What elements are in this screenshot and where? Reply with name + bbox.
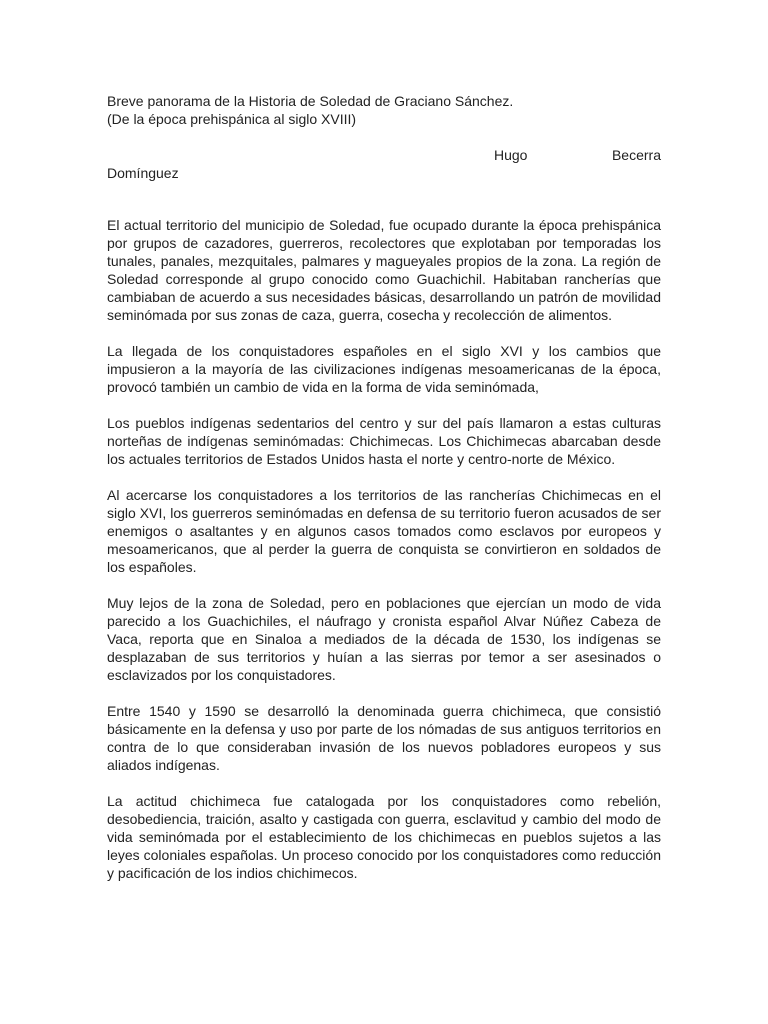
author-last-name: Domínguez: [107, 165, 179, 181]
paragraph-7: La actitud chichimeca fue catalogada por los conquistadores como rebelión, desobediencia, traición, asalto y castigada con guerra, esclavitud y cambio del modo de vida seminómada por el establecimiento de los chichimecas en pueblos sujetos a las leyes coloniales españolas. Un proceso conocido por los conquistadores como reducción y pacificación de los indios chichimecos.: [107, 793, 661, 881]
title-line-1: Breve panorama de la Historia de Soledad de Graciano Sánchez.: [107, 93, 514, 109]
author-middle-name: Becerra: [611, 147, 661, 163]
author-byline: [107, 146, 661, 182]
document-title: [107, 92, 661, 128]
paragraph-4: Al acercarse los conquistadores a los territorios de las rancherías Chichimecas en el siglo XVI, los guerreros seminómadas en defensa de su territorio fueron acusados de ser enemigos o asaltantes y en algunos casos tomados como esclavos por europeos y mesoamericanos, que al perder la guerra de conquista se convirtieron en soldados de los españoles.: [107, 487, 661, 575]
author-first-name: Hugo: [494, 147, 528, 163]
document-body: [107, 216, 661, 900]
paragraph-1: El actual territorio del municipio de Soledad, fue ocupado durante la época prehispánica por grupos de cazadores, guerreros, recolectores que explotaban por temporadas los tunales, panales, mezquitales, palmares y magueyales propios de la zona. La región de Soledad corresponde al grupo conocido como Guachichil. Habitaban rancherías que cambiaban de acuerdo a sus necesidades básicas, desarrollando un patrón de movilidad seminómada por sus zonas de caza, guerra, cosecha y recolección de alimentos.: [107, 217, 661, 323]
paragraph-2: La llegada de los conquistadores españoles en el siglo XVI y los cambios que impusieron a la mayoría de las civilizaciones indígenas mesoamericanas de la época, provocó también un cambio de vida en la forma de vida seminómada,: [107, 343, 661, 395]
title-line-2: (De la época prehispánica al siglo XVIII): [107, 111, 357, 127]
paragraph-5: Muy lejos de la zona de Soledad, pero en poblaciones que ejercían un modo de vida parecido a los Guachichiles, el náufrago y cronista español Alvar Núñez Cabeza de Vaca, reporta que en Sinaloa a mediados de la década de 1530, los indígenas se desplazaban de sus territorios y huían a las sierras por temor a ser asesinados o esclavizados por los conquistadores.: [107, 595, 661, 683]
paragraph-3: Los pueblos indígenas sedentarios del centro y sur del país llamaron a estas culturas norteñas de indígenas seminómadas: Chichimecas. Los Chichimecas abarcaban desde los actuales territorios de Estados Unidos hasta el norte y centro-norte de México.: [107, 415, 661, 467]
paragraph-6: Entre 1540 y 1590 se desarrolló la denominada guerra chichimeca, que consistió básicamente en la defensa y uso por parte de los nómadas de sus antiguos territorios en contra de lo que consideraban invasión de los nuevos pobladores europeos y sus aliados indígenas.: [107, 703, 661, 773]
